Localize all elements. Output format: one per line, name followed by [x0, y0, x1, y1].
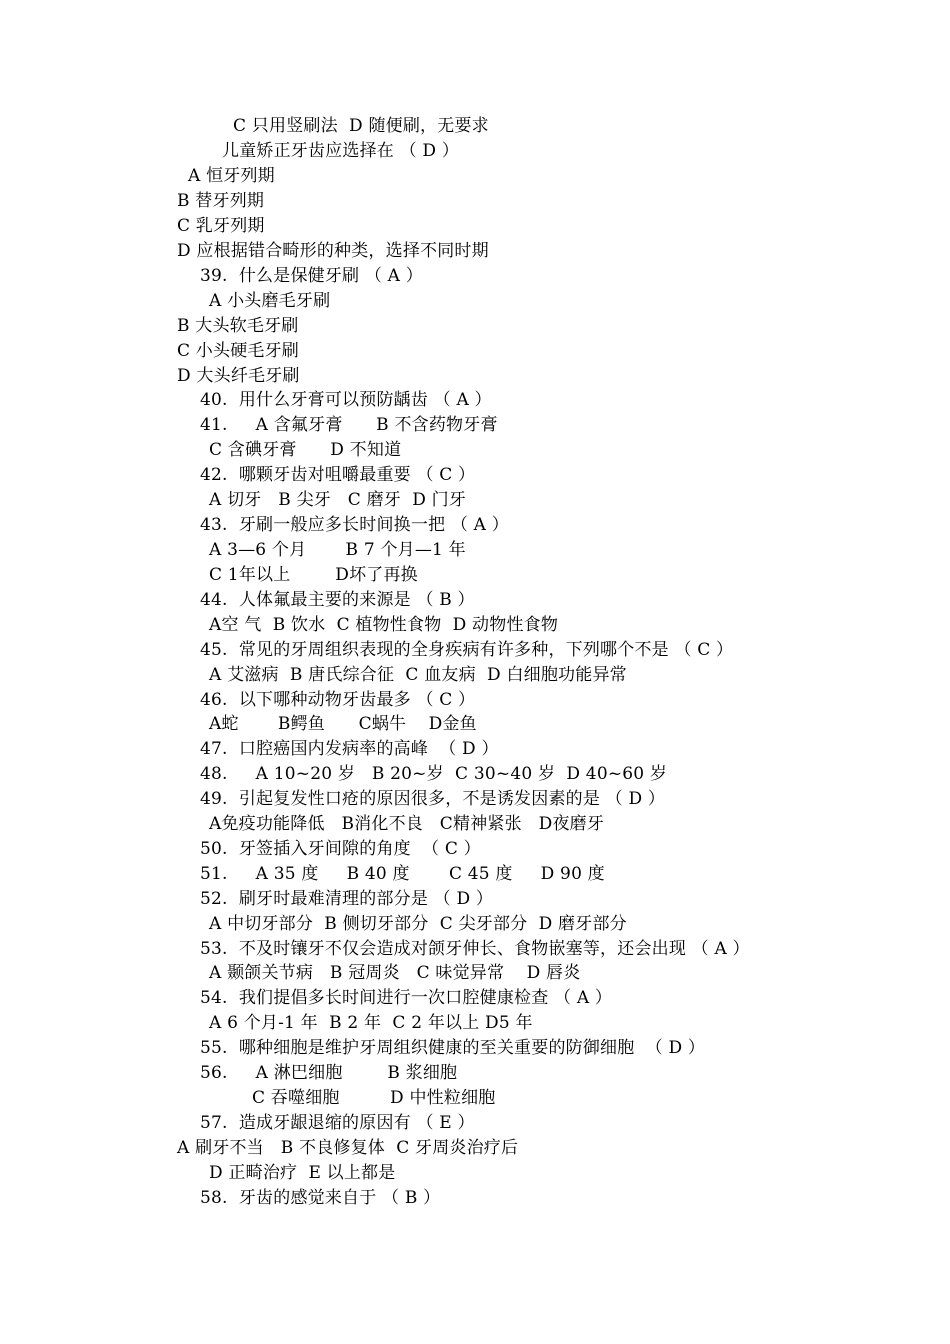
text-line: A蛇 B鳄鱼 C蜗牛 D金鱼 [209, 714, 477, 734]
text-line: A 6 个月-1 年 B 2 年 C 2 年以上 D5 年 [209, 1013, 533, 1033]
text-line: A 中切牙部分 B 侧切牙部分 C 尖牙部分 D 磨牙部分 [209, 914, 627, 934]
text-line: 39. 什么是保健牙刷 （ A ） [200, 266, 423, 286]
text-line: C 小头硬毛牙刷 [177, 341, 300, 361]
text-line: 41. A 含氟牙膏 B 不含药物牙膏 [200, 415, 498, 435]
text-line: A 颞颌关节病 B 冠周炎 C 味觉异常 D 唇炎 [209, 963, 581, 983]
text-line: 55. 哪种细胞是维护牙周组织健康的至关重要的防御细胞 （ D ） [200, 1038, 706, 1058]
text-line: 53. 不及时镶牙不仅会造成对颌牙伸长、食物嵌塞等，还会出现 （ A ） [200, 939, 750, 959]
text-line: D 应根据错合畸形的种类，选择不同时期 [177, 241, 489, 261]
text-line: A 3—6 个月 B 7 个月—1 年 [209, 540, 466, 560]
text-line: 49. 引起复发性口疮的原因很多，不是诱发因素的是 （ D ） [200, 789, 666, 809]
text-line: 44. 人体氟最主要的来源是 （ B ） [200, 590, 475, 610]
text-line: D 正畸治疗 E 以上都是 [209, 1163, 396, 1183]
text-line: A免疫功能降低 B消化不良 C精神紧张 D夜磨牙 [209, 814, 605, 834]
text-line: C 吞噬细胞 D 中性粒细胞 [252, 1088, 496, 1108]
text-line: C 含碘牙膏 D 不知道 [209, 440, 402, 460]
text-line: 43. 牙刷一般应多长时间换一把 （ A ） [200, 515, 509, 535]
text-line: A 刷牙不当 B 不良修复体 C 牙周炎治疗后 [177, 1138, 519, 1158]
text-line: A 切牙 B 尖牙 C 磨牙 D 门牙 [209, 490, 467, 510]
text-line: C 只用竖刷法 D 随便刷，无要求 [233, 116, 489, 136]
text-line: 52. 刷牙时最难清理的部分是 （ D ） [200, 889, 494, 909]
text-line: 56. A 淋巴细胞 B 浆细胞 [200, 1063, 458, 1083]
text-line: C 1年以上 D坏了再换 [209, 565, 418, 585]
text-line: A 艾滋病 B 唐氏综合征 C 血友病 D 白细胞功能异常 [209, 665, 627, 685]
text-line: A 小头磨毛牙刷 [209, 291, 331, 311]
text-line: C 乳牙列期 [177, 216, 265, 236]
text-line: 42. 哪颗牙齿对咀嚼最重要 （ C ） [200, 465, 476, 485]
text-line: 51. A 35 度 B 40 度 C 45 度 D 90 度 [200, 864, 605, 884]
text-line: 54. 我们提倡多长时间进行一次口腔健康检查 （ A ） [200, 988, 613, 1008]
text-line: 48. A 10~20 岁 B 20~岁 C 30~40 岁 D 40~60 岁 [200, 764, 668, 784]
text-line: A空 气 B 饮水 C 植物性食物 D 动物性食物 [209, 615, 559, 635]
text-line: 58. 牙齿的感觉来自于 （ B ） [200, 1188, 441, 1208]
text-line: 45. 常见的牙周组织表现的全身疾病有许多种，下列哪个不是 （ C ） [200, 640, 734, 660]
text-line: 47. 口腔癌国内发病率的高峰 （ D ） [200, 739, 499, 759]
text-line: 40. 用什么牙膏可以预防龋齿 （ A ） [200, 390, 492, 410]
text-line: B 替牙列期 [177, 191, 265, 211]
text-line: 46. 以下哪种动物牙齿最多 （ C ） [200, 690, 476, 710]
text-line: 57. 造成牙龈退缩的原因有 （ E ） [200, 1113, 475, 1133]
text-line: B 大头软毛牙刷 [177, 316, 299, 336]
text-line: A 恒牙列期 [188, 166, 275, 186]
text-line: D 大头纤毛牙刷 [177, 366, 300, 386]
text-line: 50. 牙签插入牙间隙的角度 （ C ） [200, 839, 481, 859]
text-line: 儿童矫正牙齿应选择在 （ D ） [222, 141, 460, 161]
